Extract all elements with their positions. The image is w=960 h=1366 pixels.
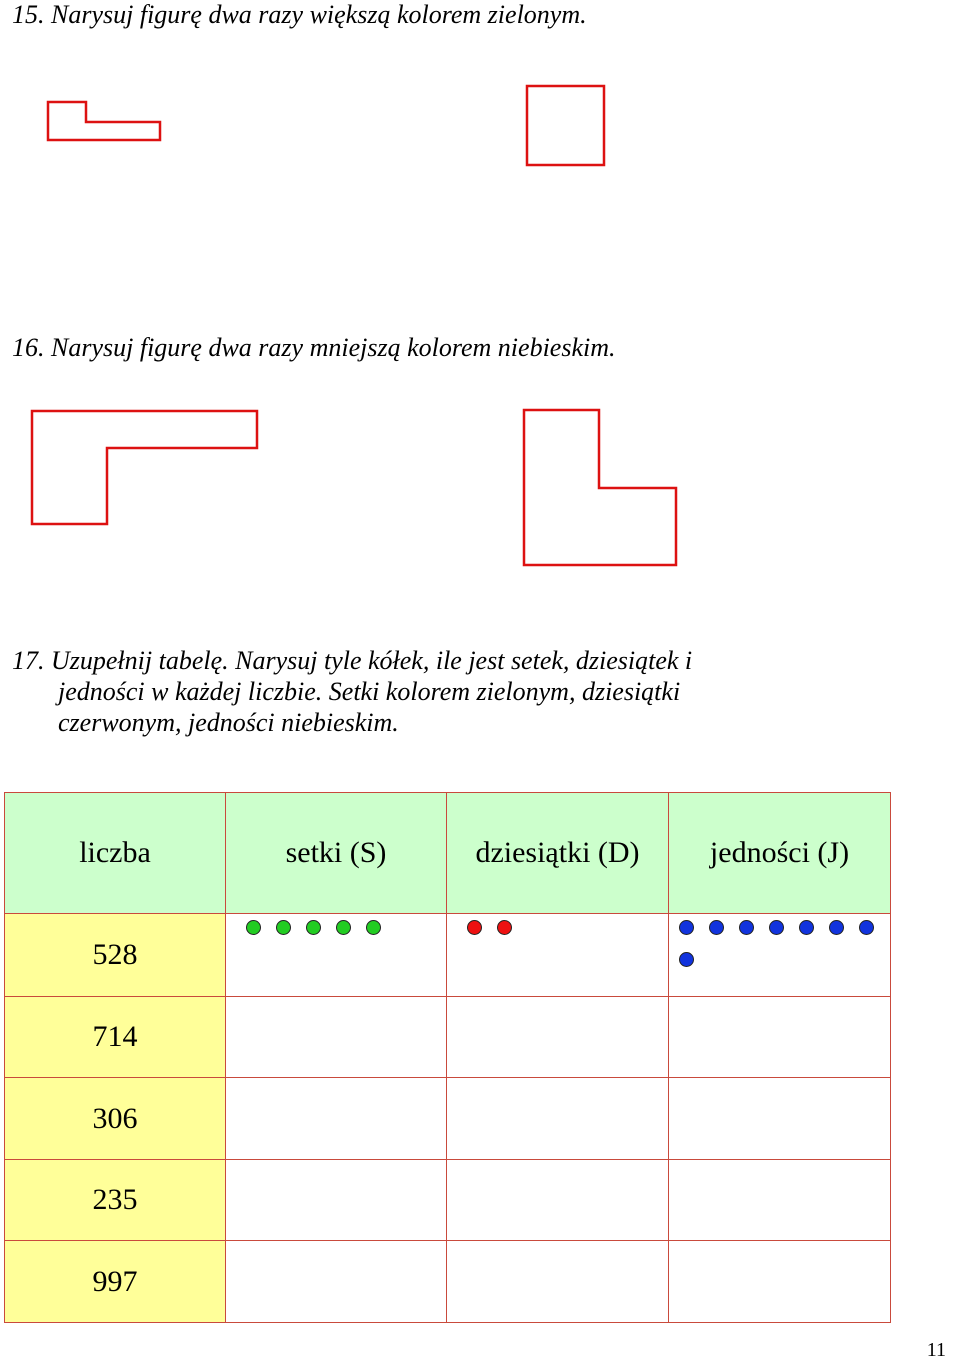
- table-row: [5, 1078, 891, 1160]
- hundreds-cell[interactable]: [226, 1078, 447, 1160]
- number-cell: 235: [5, 1160, 226, 1241]
- number-cell: 528: [5, 914, 226, 997]
- header-hundreds: setki (S): [226, 793, 447, 914]
- header-tens: dziesiątki (D): [447, 793, 669, 914]
- page-number: 11: [926, 1339, 946, 1361]
- task-17-instructions: [12, 645, 942, 738]
- header-units: jedności (J): [669, 793, 891, 914]
- hundreds-cell[interactable]: [226, 997, 447, 1078]
- hundreds-dot: [276, 920, 291, 935]
- header-number: liczba: [5, 793, 226, 914]
- tens-dot: [497, 920, 512, 935]
- hundreds-dot: [306, 920, 321, 935]
- units-cell[interactable]: [669, 997, 891, 1078]
- table-row: [5, 1241, 891, 1323]
- tens-cell[interactable]: [447, 1078, 669, 1160]
- table-row: [5, 1160, 891, 1241]
- tens-dots: [447, 914, 668, 935]
- hundreds-cell[interactable]: [226, 914, 447, 997]
- tens-cell[interactable]: [447, 1241, 669, 1323]
- units-cell[interactable]: [669, 1241, 891, 1323]
- number-cell: 714: [5, 997, 226, 1078]
- units-cell[interactable]: [669, 914, 891, 997]
- tens-cell[interactable]: [447, 1160, 669, 1241]
- hundreds-dots: [226, 914, 446, 935]
- task-16-l-shape-vertical: [524, 410, 676, 565]
- units-dot: [829, 920, 844, 935]
- hundreds-dot: [366, 920, 381, 935]
- units-dot: [679, 920, 694, 935]
- units-dot: [859, 920, 874, 935]
- units-dot: [709, 920, 724, 935]
- hundreds-cell[interactable]: [226, 1160, 447, 1241]
- units-dot: [799, 920, 814, 935]
- task-17-line-1: 17. Uzupełnij tabelę. Narysuj tyle kółek, ile jest setek, dziesiątek i: [12, 646, 693, 675]
- number-cell: 306: [5, 1078, 226, 1160]
- place-value-table: [4, 792, 891, 1323]
- units-dot: [679, 952, 694, 967]
- tens-dot: [467, 920, 482, 935]
- task-15-l-shape: [48, 102, 160, 140]
- shapes-canvas: [0, 0, 960, 640]
- units-dots: [669, 914, 890, 967]
- task-16-title: 16. Narysuj figurę dwa razy mniejszą kolorem niebieskim.: [12, 333, 616, 362]
- table-header-row: [5, 793, 891, 914]
- hundreds-dot: [336, 920, 351, 935]
- units-dot: [769, 920, 784, 935]
- task-17-line-2: jedności w każdej liczbie. Setki kolorem zielonym, dziesiątki: [58, 677, 681, 706]
- task-15-square: [527, 86, 604, 165]
- task-16-l-shape-horizontal: [32, 411, 257, 524]
- number-cell: 997: [5, 1241, 226, 1323]
- units-dot: [739, 920, 754, 935]
- task-15-title: 15. Narysuj figurę dwa razy większą kolorem zielonym.: [12, 0, 587, 29]
- units-cell[interactable]: [669, 1078, 891, 1160]
- hundreds-cell[interactable]: [226, 1241, 447, 1323]
- task-17-line-3: czerwonym, jedności niebieskim.: [58, 708, 399, 737]
- units-cell[interactable]: [669, 1160, 891, 1241]
- hundreds-dot: [246, 920, 261, 935]
- tens-cell[interactable]: [447, 997, 669, 1078]
- table-row: [5, 997, 891, 1078]
- tens-cell[interactable]: [447, 914, 669, 997]
- table-row: [5, 914, 891, 997]
